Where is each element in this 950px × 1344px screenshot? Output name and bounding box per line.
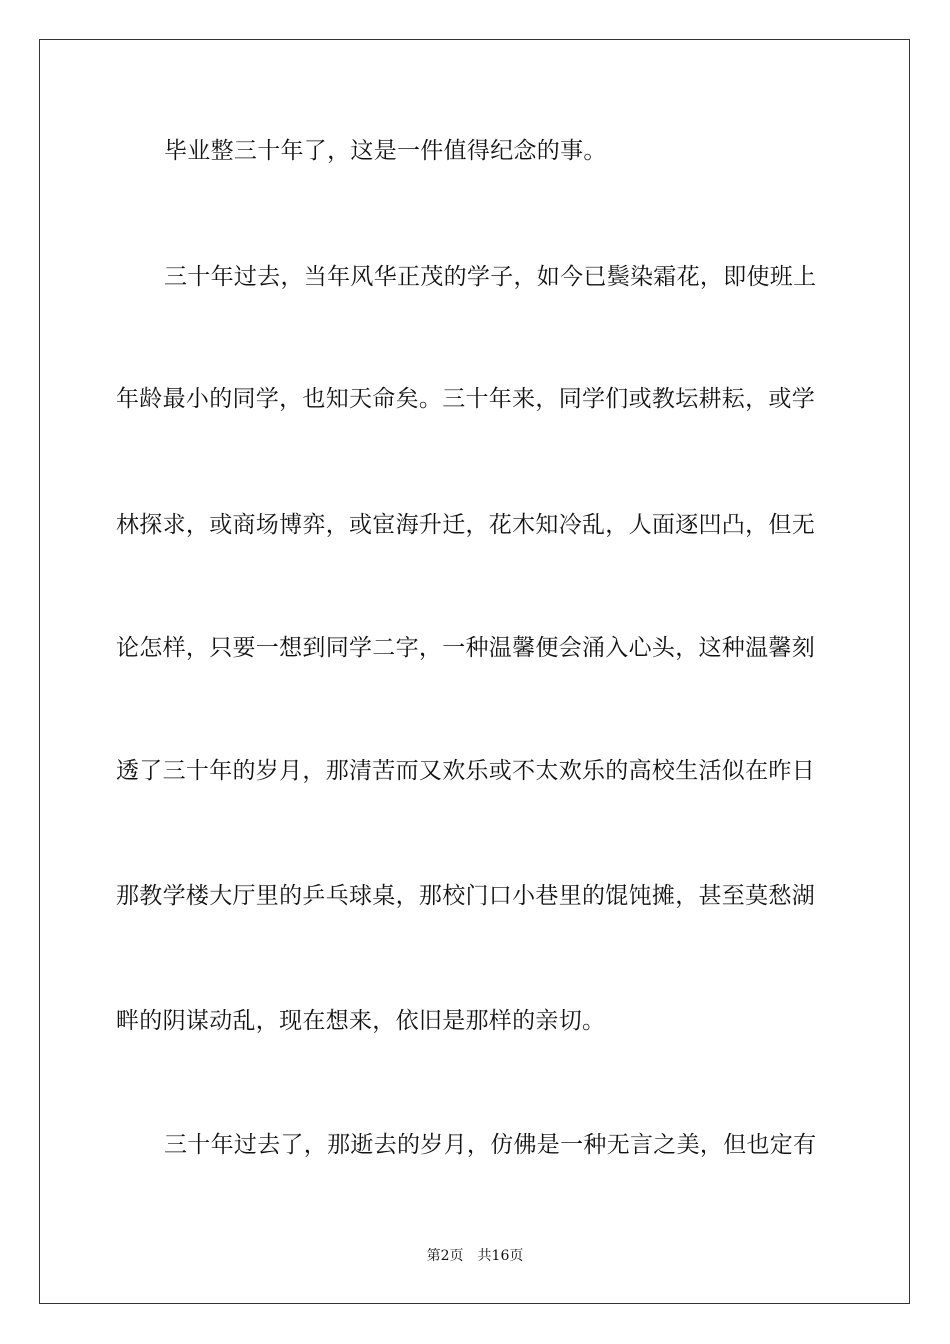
paragraph-line: 毕业整三十年了，这是一件值得纪念的事。 [164,138,607,164]
paragraph-line: 透了三十年的岁月，那清苦而又欢乐或不太欢乐的高校生活似在昨日 [116,758,815,784]
page-total: 共16页 [477,1248,524,1264]
paragraph-line: 论怎样，只要一想到同学二字，一种温馨便会涌入心头，这种温馨刻 [116,635,815,661]
paragraph-line: 三十年过去，当年风华正茂的学子，如今已鬓染霜花，即使班上 [164,264,817,290]
paragraph-line: 年龄最小的同学，也知天命矣。三十年来，同学们或教坛耕耘，或学 [116,386,815,412]
paragraph-line: 林探求，或商场博弈，或宦海升迁，花木知冷乱，人面逐凹凸，但无 [116,512,815,538]
paragraph-line: 那教学楼大厅里的乒乓球桌，那校门口小巷里的馄饨摊，甚至莫愁湖 [116,883,815,909]
paragraph-line: 三十年过去了，那逝去的岁月，仿佛是一种无言之美，但也定有 [164,1132,817,1158]
page-frame [39,39,910,1304]
page-footer [0,1246,950,1266]
paragraph-line: 畔的阴谋动乱，现在想来，依旧是那样的亲切。 [116,1008,606,1034]
page-number: 第2页 [426,1248,464,1264]
